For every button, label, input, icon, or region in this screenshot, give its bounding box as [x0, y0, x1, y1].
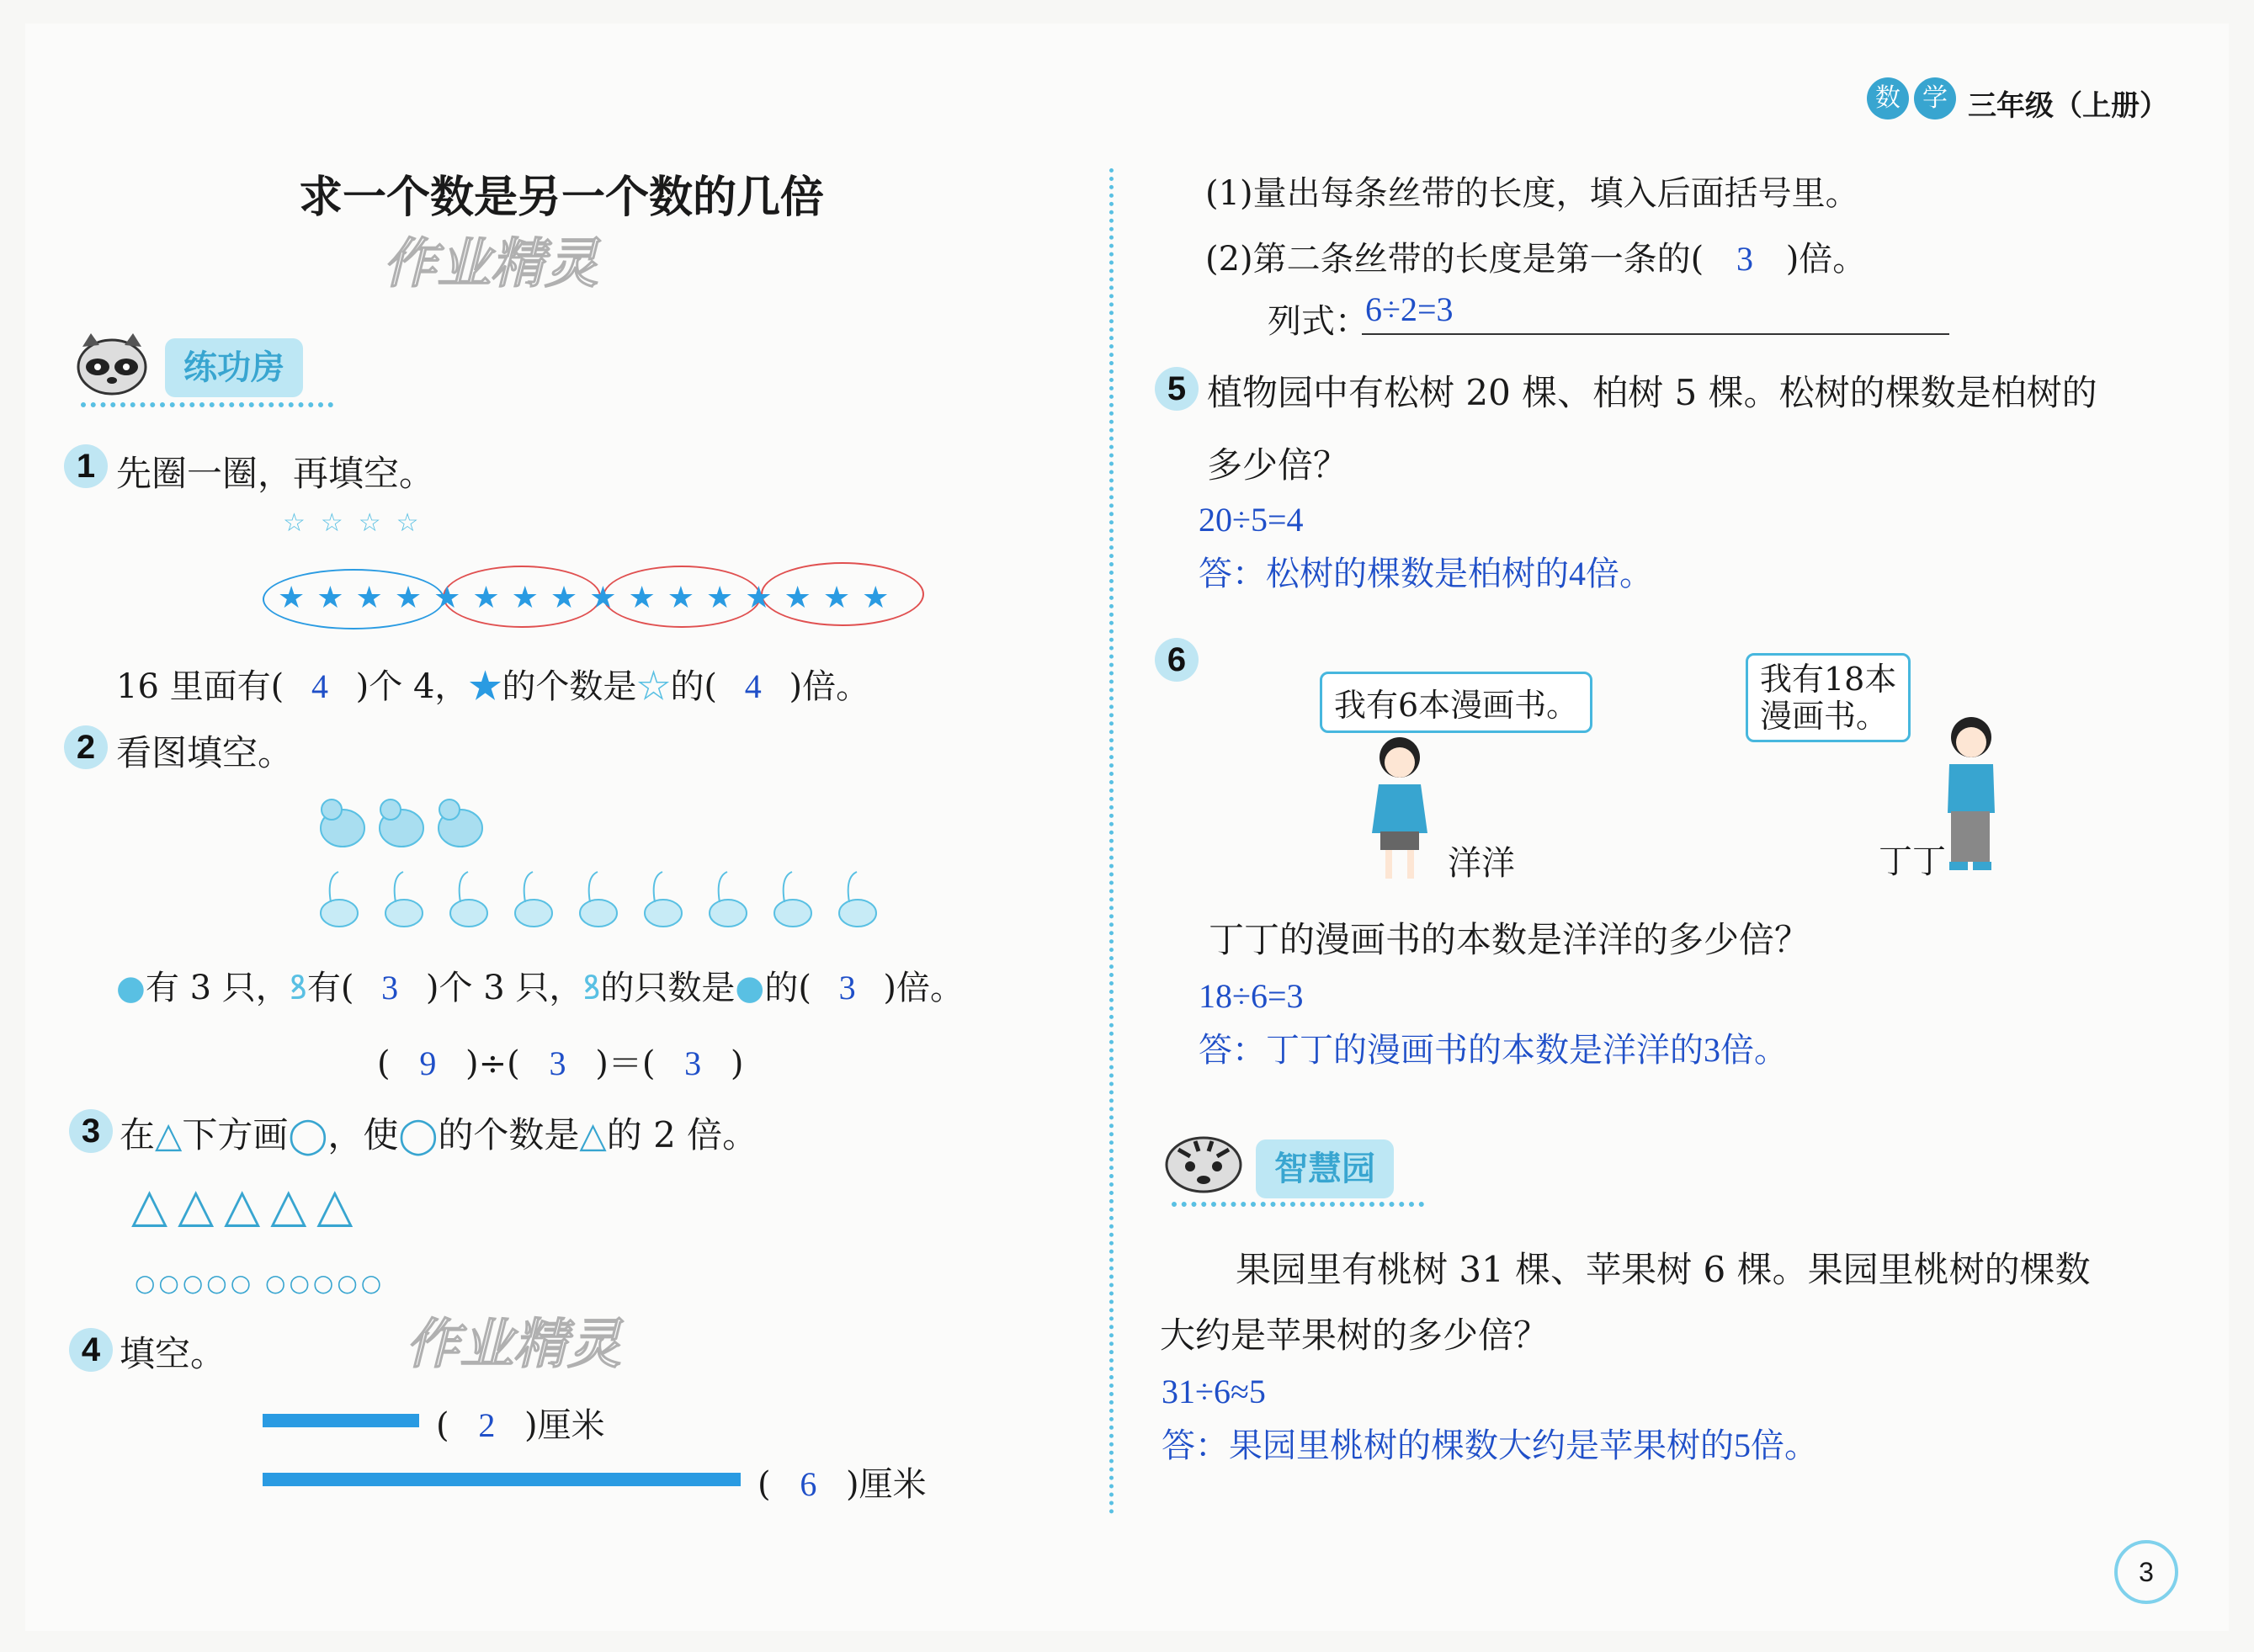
- q6-question: 丁丁的漫画书的本数是洋洋的多少倍？: [1209, 919, 1810, 960]
- eq-text: ): [730, 1044, 744, 1083]
- q7-line2: 大约是苹果树的多少倍？: [1160, 1315, 1550, 1356]
- bubble-line: 我有18本: [1760, 661, 1897, 698]
- section-title-practice: 练功房: [165, 338, 303, 397]
- section-title-wisdom: 智慧园: [1256, 1139, 1394, 1198]
- q5-calc: 20÷5=4: [1199, 501, 1304, 539]
- watermark: 作业精灵: [406, 1314, 621, 1374]
- q3-text: 的个数是: [438, 1114, 580, 1155]
- eq-text: (: [377, 1044, 391, 1083]
- goose-icon: ꝸ: [289, 969, 307, 1007]
- q4-sub1: (1)量出每条丝带的长度，填入后面括号里。: [1205, 174, 1859, 213]
- q1-text: 的个数是: [502, 667, 637, 706]
- triangle-icon: △: [579, 1114, 607, 1155]
- q4-text: (: [436, 1406, 449, 1445]
- q6-answer: 答：丁丁的漫画书的本数是洋洋的3倍。: [1199, 1031, 1788, 1069]
- q5-answer: 答：松树的棵数是柏树的4倍。: [1199, 555, 1653, 592]
- q2-text: 有 3 只，: [145, 969, 290, 1007]
- eq-text: )÷(: [465, 1044, 520, 1083]
- q1-answer-b: 4: [744, 667, 762, 705]
- chick-group-icon: [313, 794, 490, 857]
- q2-answer-line: [116, 961, 964, 1009]
- q4-sub2-answer: 3: [1736, 240, 1753, 278]
- q7-line1: 果园里有桃树 31 棵、苹果树 6 棵。果园里桃树的棵数: [1236, 1249, 2091, 1290]
- raccoon-icon: [74, 330, 150, 397]
- name-yangyang: 洋洋: [1448, 844, 1515, 883]
- q2-equation: [377, 1037, 743, 1085]
- question-prompt: 先圈一圈，再填空。: [116, 453, 435, 494]
- girl-figure-icon: [1362, 732, 1438, 887]
- drawn-circles: ○○○○○ ○○○○○: [135, 1269, 385, 1297]
- goose-icon: ꝸ: [582, 969, 601, 1007]
- ribbon-1-label: [436, 1399, 605, 1447]
- column-divider: [1109, 168, 1114, 1515]
- q3-text: 下方画: [182, 1114, 289, 1155]
- watermark: 作业精灵: [383, 233, 598, 294]
- q4-text: (: [758, 1465, 771, 1504]
- circle-icon: ◯: [398, 1114, 439, 1155]
- question-number: 3: [69, 1109, 113, 1153]
- subject-badge-1: 数: [1867, 77, 1909, 120]
- eq-answer-b: 3: [549, 1044, 566, 1082]
- section-divider: [81, 402, 333, 407]
- question-number: 6: [1155, 638, 1199, 682]
- question-number: 5: [1155, 367, 1199, 411]
- ribbon-2-label: [758, 1458, 927, 1506]
- q1-text: 的(: [670, 667, 718, 706]
- page-number: 3: [2114, 1540, 2178, 1604]
- q3-text: 的 2 倍。: [606, 1114, 758, 1155]
- chick-icon: ●: [735, 969, 765, 1007]
- q7-answer: 答：果园里桃树的棵数大约是苹果树的5倍。: [1162, 1426, 1818, 1464]
- q4-text: )厘米: [846, 1465, 927, 1504]
- eq-answer-c: 3: [684, 1044, 702, 1082]
- circle-icon: ◯: [288, 1114, 328, 1155]
- question-number: 2: [64, 725, 108, 769]
- subject-badge-2: 学: [1914, 77, 1956, 120]
- q2-text: )个 3 只，: [425, 969, 583, 1007]
- q1-text: )个 4，: [355, 667, 469, 706]
- q1-answer-a: 4: [311, 667, 328, 705]
- q2-answer-1: 3: [381, 969, 399, 1007]
- q1-text: )倍。: [789, 667, 870, 706]
- ribbon-2-answer: 6: [800, 1465, 817, 1503]
- q4-text: )厘米: [524, 1406, 605, 1445]
- answer-line: [1362, 333, 1949, 335]
- question-number: 4: [69, 1328, 113, 1372]
- bubble-line: 漫画书。: [1760, 698, 1889, 735]
- q6-calc: 18÷6=3: [1199, 977, 1304, 1015]
- q4-text: (2)第二条丝带的长度是第一条的(: [1205, 240, 1704, 279]
- filled-stars: ★★★★★★★★★★★★★★★★: [278, 581, 901, 615]
- q3-prompt: [120, 1108, 758, 1158]
- filled-star-icon: ★: [468, 667, 502, 706]
- ribbon-1-answer: 2: [478, 1406, 496, 1444]
- q4-text: )倍。: [1785, 240, 1867, 279]
- outline-star-icon: ☆: [636, 667, 671, 706]
- q2-text: 的只数是: [600, 969, 736, 1007]
- q4-sub2: [1205, 232, 1866, 280]
- speech-bubble-dingding: [1746, 653, 1911, 742]
- q3-text: ，使: [327, 1114, 399, 1155]
- speech-bubble-yangyang: 我有6本漫画书。: [1320, 672, 1592, 733]
- triangle-icon: △: [155, 1114, 183, 1155]
- q2-text: 的(: [764, 969, 811, 1007]
- goose-group-icon: [310, 867, 899, 938]
- page-title: 求一个数是另一个数的几倍: [299, 173, 825, 222]
- q2-text: )倍。: [883, 969, 964, 1007]
- question-prompt: 填空。: [120, 1333, 226, 1374]
- triangle-row: △△△△△: [131, 1178, 364, 1233]
- eq-answer-a: 9: [419, 1044, 437, 1082]
- ribbon-1: [263, 1414, 419, 1427]
- q5-line2: 多少倍？: [1207, 444, 1349, 486]
- q5-line1: 植物园中有松树 20 棵、柏树 5 棵。松树的棵数是柏树的: [1207, 372, 2097, 413]
- outline-stars: ☆☆☆☆: [283, 508, 434, 538]
- tiger-icon: [1162, 1128, 1246, 1195]
- q2-text: 有(: [306, 969, 354, 1007]
- name-dingding: 丁丁: [1879, 842, 1946, 881]
- question-number: 1: [64, 444, 108, 488]
- question-prompt: 看图填空。: [116, 732, 294, 773]
- q3-text: 在: [120, 1114, 156, 1155]
- q1-answer-line: [116, 660, 869, 708]
- chick-icon: ●: [116, 969, 146, 1007]
- eq-text: )＝(: [595, 1044, 656, 1083]
- q7-calc: 31÷6≈5: [1162, 1373, 1266, 1410]
- ribbon-2: [263, 1473, 741, 1486]
- grade-label: 三年级（上册）: [1968, 90, 2168, 122]
- q2-answer-2: 3: [838, 969, 856, 1007]
- formula-label: 列式：: [1268, 302, 1369, 341]
- q1-text: 16 里面有(: [116, 667, 284, 706]
- section-divider: [1172, 1202, 1424, 1207]
- formula-answer: 6÷2=3: [1365, 290, 1454, 328]
